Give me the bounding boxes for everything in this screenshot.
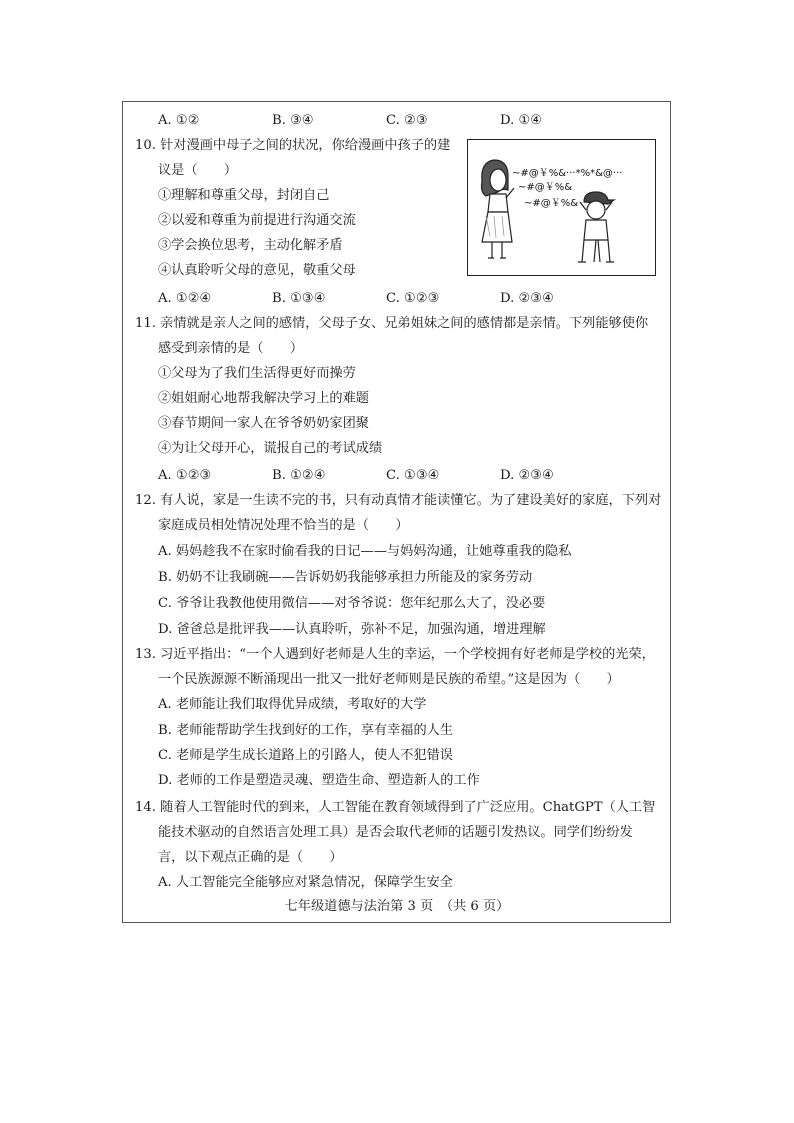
q13-option-b: B. 老师能帮助学生找到好的工作，享有幸福的人生 xyxy=(158,723,454,738)
q11-item-4: ④为让父母开心，谎报自己的考试成绩 xyxy=(158,441,383,456)
q13-option-c: C. 老师是学生成长道路上的引路人，使人不犯错误 xyxy=(158,748,453,763)
mother-son-cartoon xyxy=(467,139,656,276)
q14-option-a: A. 人工智能完全能够应对紧急情况，保障学生安全 xyxy=(158,875,453,890)
option-d: D. ①④ xyxy=(500,113,543,128)
q12-option-d: D. 爸爸总是批评我——认真聆听，弥补不足，加强沟通，增进理解 xyxy=(158,622,546,637)
q14-stem-line3: 言，以下观点正确的是（ ） xyxy=(158,850,343,865)
option-c: C. ②③ xyxy=(386,113,428,128)
boy-figure xyxy=(578,192,614,262)
q13-stem-line2: 一个民族源源不断涌现出一批又一批好老师则是民族的希望。”这是因为（ ） xyxy=(158,672,620,687)
q14-stem-line2: 能技术驱动的自然语言处理工具）是否会取代老师的话题引发热议。同学们纷纷发 xyxy=(158,825,633,840)
option-b: B. ①②④ xyxy=(272,468,326,483)
q11-item-1: ①父母为了我们生活得更好而操劳 xyxy=(158,366,356,381)
q12-stem-line2: 家庭成员相处情况处理不恰当的是（ ） xyxy=(158,518,409,533)
q13-stem-line1: 13. 习近平指出：“一个人遇到好老师是人生的幸运，一个学校拥有好老师是学校的光荣， xyxy=(135,647,655,662)
option-b: B. ③④ xyxy=(272,113,314,128)
q12-option-c: C. 爷爷让我教他使用微信——对爷爷说：您年纪那么大了，没必要 xyxy=(158,596,546,611)
q10-item-3: ③学会换位思考，主动化解矛盾 xyxy=(158,238,343,253)
speech-line-2: ~#@￥%& xyxy=(518,182,573,193)
speech-line-3: ~#@￥%& xyxy=(524,198,579,209)
option-a: A. ①②③ xyxy=(158,468,212,483)
q10-item-1: ①理解和尊重父母，封闭自己 xyxy=(158,188,330,203)
option-c: C. ①③④ xyxy=(386,468,440,483)
q14-stem-line1: 14. 随着人工智能时代的到来，人工智能在教育领域得到了广泛应用。ChatGPT（人工智 xyxy=(135,800,656,815)
q11-item-2: ②姐姐耐心地帮我解决学习上的难题 xyxy=(158,391,369,406)
q10-item-4: ④认真聆听父母的意见，敬重父母 xyxy=(158,263,356,278)
q10-item-2: ②以爱和尊重为前提进行沟通交流 xyxy=(158,213,356,228)
q11-item-3: ③春节期间一家人在爷爷奶奶家团聚 xyxy=(158,416,369,431)
q12-option-a: A. 妈妈趁我不在家时偷看我的日记——与妈妈沟通，让她尊重我的隐私 xyxy=(158,544,572,559)
option-a: A. ①②④ xyxy=(158,291,212,306)
q13-option-d: D. 老师的工作是塑造灵魂、塑造生命、塑造新人的工作 xyxy=(158,773,480,788)
q11-stem-line1: 11. 亲情就是亲人之间的感情，父母子女、兄弟姐妹之间的感情都是亲情。下列能够使你 xyxy=(135,316,649,331)
q10-stem-line1: 10. 针对漫画中母子之间的状况，你给漫画中孩子的建 xyxy=(135,138,451,153)
mother-figure xyxy=(482,160,515,258)
option-a: A. ①② xyxy=(158,113,200,128)
q13-option-a: A. 老师能让我们取得优异成绩，考取好的大学 xyxy=(158,697,427,712)
q12-stem-line1: 12. 有人说，家是一生读不完的书，只有动真情才能读懂它。为了建设美好的家庭，下列对 xyxy=(135,493,662,508)
cartoon-illustration xyxy=(468,140,655,275)
page-footer: 七年级道德与法治第 3 页 （共 6 页） xyxy=(284,899,510,914)
option-d: D. ②③④ xyxy=(500,468,554,483)
option-d: D. ②③④ xyxy=(500,291,554,306)
option-c: C. ①②③ xyxy=(386,291,440,306)
option-b: B. ①③④ xyxy=(272,291,326,306)
q10-stem-line2: 议是（ ） xyxy=(158,163,238,178)
speech-line-1: ~#@￥%&···*%*&@··· xyxy=(512,168,623,179)
q12-option-b: B. 奶奶不让我刷碗——告诉奶奶我能够承担力所能及的家务劳动 xyxy=(158,570,533,585)
q11-stem-line2: 感受到亲情的是（ ） xyxy=(158,341,304,356)
